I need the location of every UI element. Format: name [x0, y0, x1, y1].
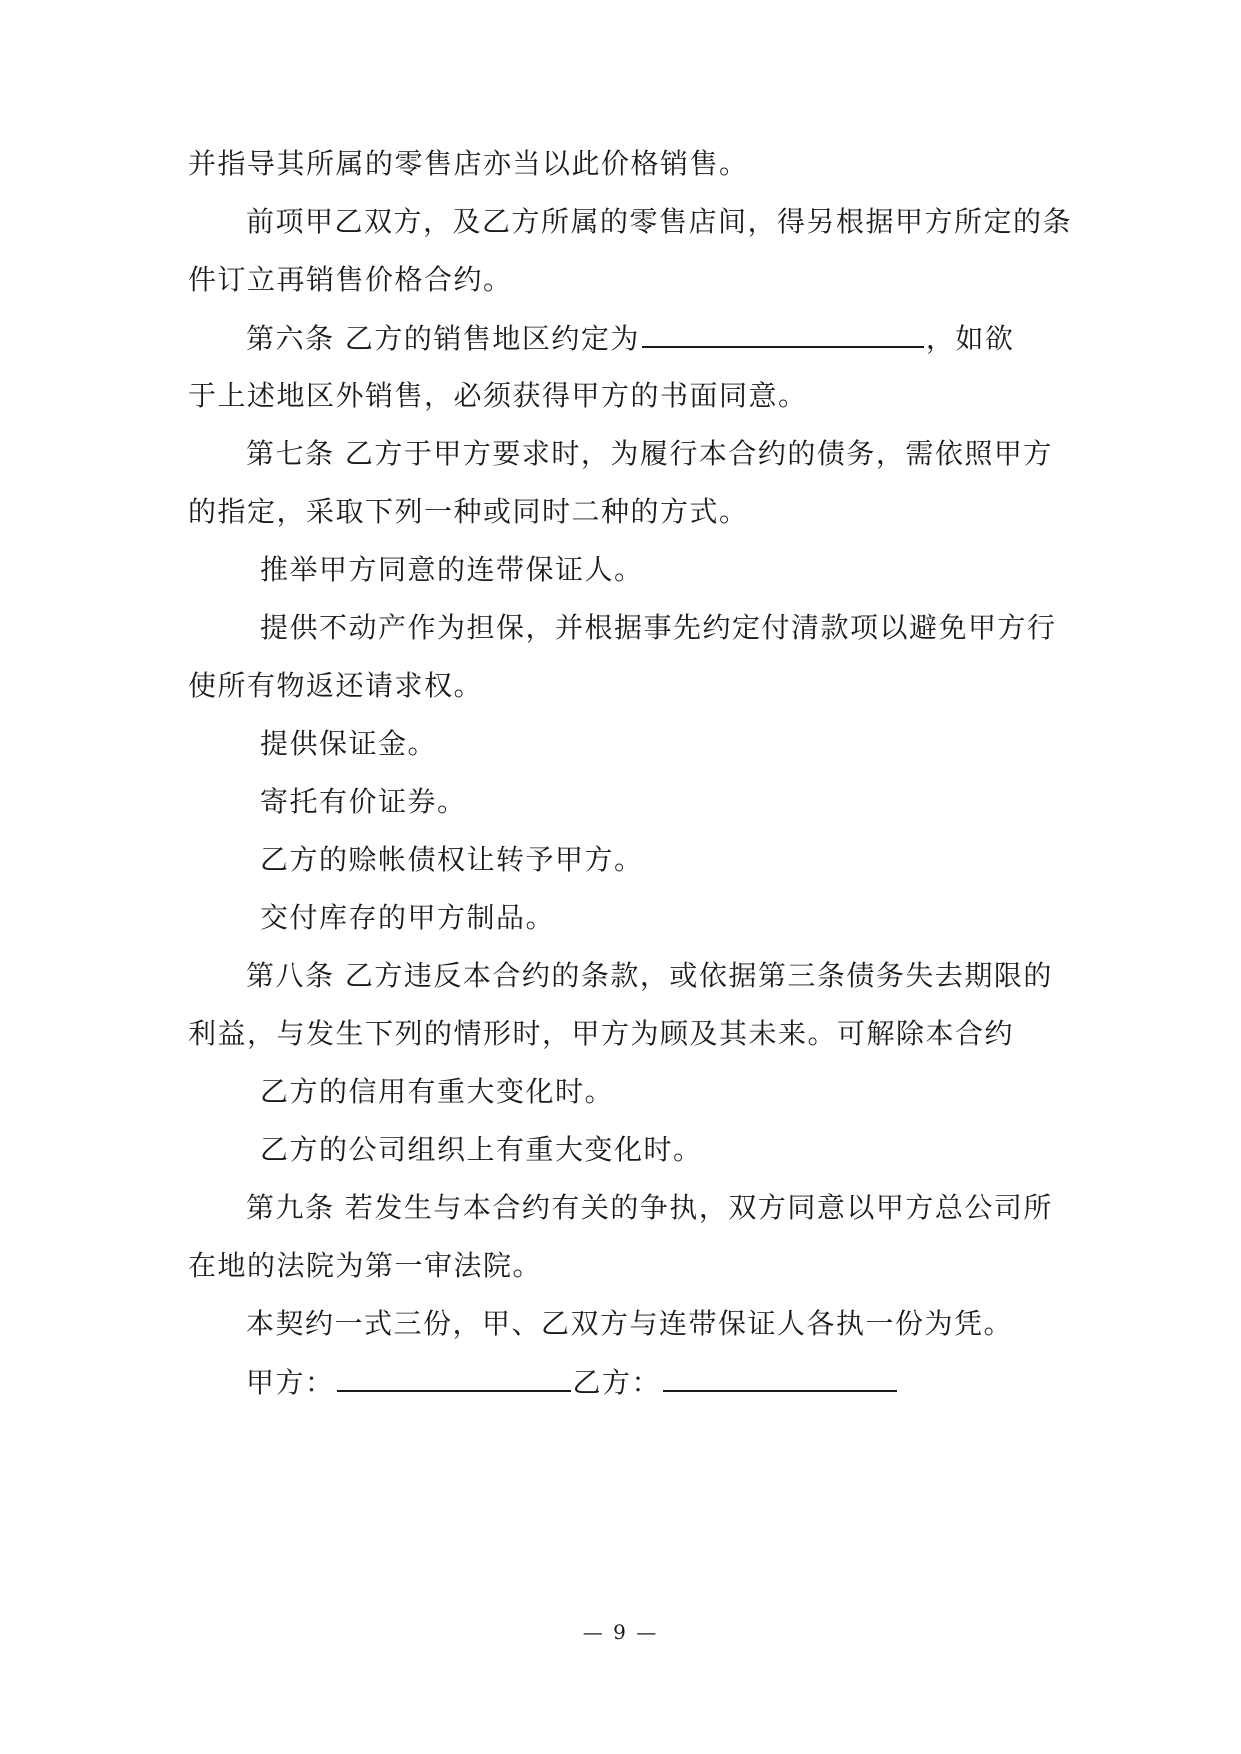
signature-line	[246, 1364, 899, 1401]
paragraph-line: 并指导其所属的零售店亦当以此价格销售。	[188, 147, 749, 180]
paragraph-line: 件订立再销售价格合约。	[188, 263, 513, 296]
list-item: 交付库存的甲方制品。	[260, 901, 556, 934]
page-number: — 9 —	[582, 1620, 659, 1644]
copies-clause: 本契约一式三份，甲、乙双方与连带保证人各执一份为凭。	[246, 1307, 1014, 1340]
article-7-line: 第七条 乙方于甲方要求时，为履行本合约的债务，需依照甲方	[246, 437, 1053, 470]
list-item: 提供不动产作为担保，并根据事先约定付清款项以避免甲方行	[260, 611, 1057, 644]
party-a-signature-blank	[337, 1364, 571, 1392]
article-6-text: 第六条 乙方的销售地区约定为	[246, 322, 640, 355]
paragraph-line: 使所有物返还请求权。	[188, 669, 484, 702]
article-6-text-end: ，如欲	[925, 322, 1015, 355]
article-9-line: 第九条 若发生与本合约有关的争执，双方同意以甲方总公司所	[246, 1191, 1053, 1224]
sales-region-blank	[642, 320, 924, 348]
paragraph-line: 于上述地区外销售，必须获得甲方的书面同意。	[188, 379, 808, 412]
list-item: 乙方的公司组织上有重大变化时。	[260, 1133, 703, 1166]
party-a-label: 甲方：	[246, 1366, 335, 1399]
article-6-line	[246, 320, 1014, 357]
list-item: 乙方的赊帐债权让转予甲方。	[260, 843, 644, 876]
paragraph-line: 前项甲乙双方，及乙方所属的零售店间，得另根据甲方所定的条	[246, 205, 1073, 238]
list-item: 乙方的信用有重大变化时。	[260, 1075, 615, 1108]
list-item: 提供保证金。	[260, 727, 438, 760]
paragraph-line: 在地的法院为第一审法院。	[188, 1249, 543, 1282]
party-b-signature-blank	[663, 1364, 897, 1392]
list-item: 寄托有价证券。	[260, 785, 467, 818]
paragraph-line: 的指定，采取下列一种或同时二种的方式。	[188, 495, 749, 528]
paragraph-line: 利益，与发生下列的情形时，甲方为顾及其未来。可解除本合约	[188, 1017, 1015, 1050]
party-b-label: 乙方：	[572, 1366, 662, 1399]
list-item: 推举甲方同意的连带保证人。	[260, 553, 644, 586]
article-8-line: 第八条 乙方违反本合约的条款，或依据第三条债务失去期限的	[246, 959, 1053, 992]
